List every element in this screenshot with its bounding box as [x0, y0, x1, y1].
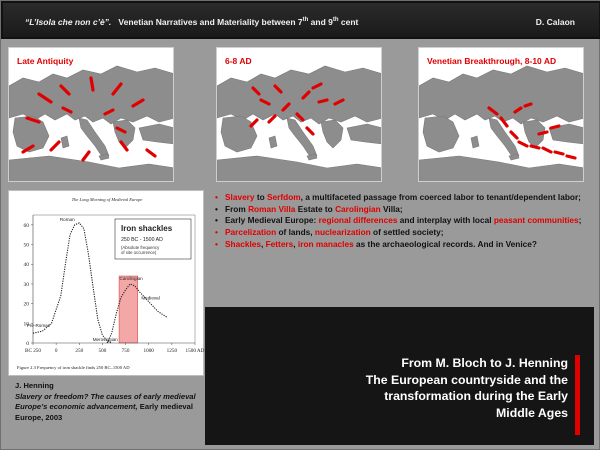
panel-title-line: The European countryside and the	[365, 372, 568, 387]
highlighted-term: Carolingian	[335, 203, 381, 214]
map-late-antiquity	[8, 47, 174, 182]
citation-venue: Early medieval Europe, 2003	[15, 402, 193, 422]
x-tick-label: 750	[121, 348, 130, 354]
migration-arrow	[567, 156, 575, 158]
map-label: Venetian Breakthrough, 8-10 AD	[427, 56, 557, 66]
bullet-text: and interplay with local	[397, 215, 494, 226]
bullet-text: , a multifaceted passage from coerced labor to tenant/dependent labor;	[300, 192, 581, 202]
map-venetian-breakthrough	[418, 47, 584, 182]
bullet-text: Villa;	[380, 203, 403, 214]
bullet-item	[213, 192, 593, 203]
chart-note: (Absolute frequency of site occurrence)	[121, 245, 160, 255]
chart-annotation: Medieval	[141, 295, 160, 301]
y-tick-label: 60	[23, 222, 29, 229]
chart-svg	[9, 191, 205, 377]
y-tick-label: 30	[23, 281, 29, 288]
x-tick-label: 1500 AD	[185, 348, 205, 354]
bullet-text: as the archaeological records. And in Venice?	[353, 238, 537, 249]
subtitle-part: cent	[338, 17, 359, 27]
header-bar	[1, 1, 600, 39]
chart-annotation: Carolingian	[119, 275, 143, 281]
title-subtitle	[114, 17, 359, 27]
highlight-range	[119, 276, 138, 343]
superscript: th	[302, 17, 309, 24]
bullet-text: ;	[578, 215, 582, 226]
chart-annotation: Merovingian	[92, 337, 118, 342]
europe-map-graphic	[9, 48, 174, 182]
bullet-list	[213, 192, 593, 251]
migration-arrow	[555, 152, 563, 154]
migration-arrow	[531, 146, 539, 148]
highlighted-term: peasant communities	[493, 215, 579, 226]
highlighted-term: Shackles	[225, 238, 261, 249]
highlighted-term: regional differences	[318, 215, 398, 226]
citation-work: Slavery or freedom? The causes of early medieval Europe’s economic advancement,	[15, 391, 196, 411]
accent-bar	[575, 355, 580, 435]
x-tick-label: 500	[98, 348, 107, 354]
migration-arrow	[539, 132, 547, 134]
panel-title-line: From M. Bloch to J. Henning	[401, 356, 568, 370]
quote-title: “L’Isola che non c’è”.	[25, 17, 112, 27]
bullet-item	[213, 204, 593, 215]
y-tick-label: 20	[23, 301, 29, 308]
bullet-text: Estate to	[295, 203, 336, 214]
bullet-text: From	[225, 203, 249, 214]
highlighted-term: Slavery	[225, 192, 255, 202]
map-label: 6-8 AD	[225, 56, 252, 66]
highlighted-term: iron manacles	[297, 238, 354, 249]
europe-map-graphic	[217, 48, 382, 182]
highlighted-term: nuclearization	[314, 227, 371, 238]
y-tick-label: 0	[26, 341, 29, 347]
bullet-text: ,	[293, 238, 298, 249]
map-label: Late Antiquity	[17, 56, 74, 66]
y-tick-label: 40	[23, 262, 29, 269]
slide-title	[25, 17, 358, 27]
chart-annotation: Roman	[59, 216, 75, 222]
migration-arrow	[525, 104, 531, 106]
europe-map-graphic	[419, 48, 584, 182]
subtitle-part: and 9	[308, 17, 333, 27]
chart-header-text: The Long Morning of Medieval Europe	[71, 197, 143, 202]
chart-title: Iron shackles	[121, 224, 173, 233]
bullet-item	[213, 227, 593, 238]
x-tick-label: 250	[75, 348, 84, 354]
citation	[15, 381, 205, 423]
highlighted-term: Roman Villa	[248, 203, 296, 214]
migration-arrow	[551, 126, 559, 128]
x-tick-label: 0	[54, 348, 58, 354]
highlighted-term: Serfdom	[266, 192, 301, 202]
bullet-text: ,	[260, 238, 266, 249]
y-tick-label: 10	[23, 321, 29, 328]
chart-subtitle: 250 BC - 1500 AD	[121, 237, 163, 243]
x-tick-label: 1250	[166, 348, 178, 354]
chart-annotation: Pre-Roman	[26, 323, 51, 329]
bullet-text: to	[254, 192, 267, 202]
panel-title-line: transformation during the Early	[384, 389, 568, 403]
bullet-item	[213, 215, 593, 226]
bullet-text: of lands,	[276, 227, 315, 238]
bullet-item	[213, 239, 593, 250]
highlighted-term: Fetters	[265, 238, 294, 249]
dark-title-panel	[205, 307, 594, 445]
bullet-text: Early Medieval Europe:	[225, 215, 319, 226]
highlighted-term: Parcelization	[225, 227, 277, 238]
citation-author: J. Henning	[15, 381, 54, 390]
chart-caption: Figure 2.3 Frequency of iron shackle finds 250 BC–1500 AD	[17, 365, 130, 370]
y-tick-label: 50	[23, 242, 29, 249]
bullet-text: of settled society;	[370, 227, 444, 238]
subtitle-part: Venetian Narratives and Materiality between 7	[118, 17, 303, 27]
panel-title	[268, 355, 568, 421]
migration-arrow	[319, 100, 327, 102]
x-tick-label: BC 250	[25, 348, 41, 354]
panel-title-line: Middle Ages	[496, 405, 568, 420]
superscript: th	[332, 17, 339, 24]
migration-arrow	[91, 78, 93, 90]
x-tick-label: 1000	[143, 348, 154, 354]
iron-shackles-chart	[8, 190, 204, 376]
map-6-8-ad	[216, 47, 382, 182]
author-label: D. Calaon	[535, 17, 575, 27]
